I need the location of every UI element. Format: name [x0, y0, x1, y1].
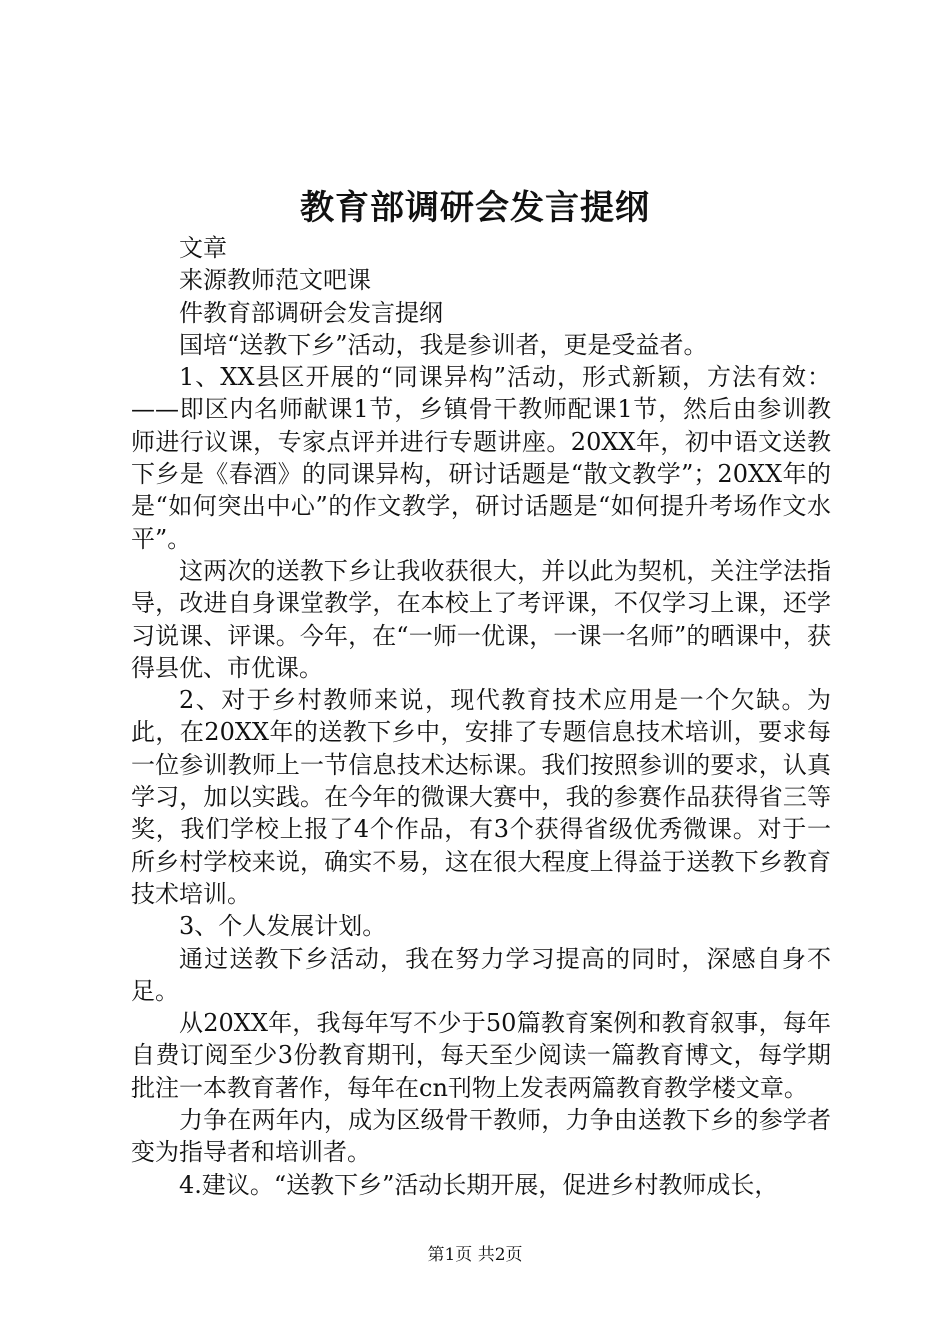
- document-title: 教育部调研会发言提纲: [300, 188, 650, 228]
- paragraph: 通过送教下乡活动，我在努力学习提高的同时，深感自身不足。: [131, 944, 831, 1005]
- paragraph: 这两次的送教下乡让我收获很大，并以此为契机，关注学法指导，改进自身课堂教学，在本校上了考评课，不仅学习上课，还学习说课、评课。今年，在“一师一优课，一课一名师”的晒课中，获得县优、市优课。: [131, 556, 831, 682]
- paragraph: 文章: [179, 234, 227, 262]
- paragraph: 力争在两年内，成为区级骨干教师，力争由送教下乡的参学者变为指导者和培训者。: [131, 1106, 831, 1167]
- paragraph: 3、个人发展计划。: [179, 912, 387, 941]
- paragraph: 1、XX县区开展的“同课异构”活动，形式新颖，方法有效：——即区内名师献课1节，乡镇骨干教师配课1节，然后由参训教师进行议课，专家点评并进行专题讲座。20XX年，初中语文送教下乡是《春酒》的同课异构，研讨话题是“散文教学”；20XX年的是“如何突出中心”的作文教学，研讨话题是“如何提升考场作文水平”。: [131, 363, 831, 553]
- paragraph: 2、对于乡村教师来说，现代教育技术应用是一个欠缺。为此，在20XX年的送教下乡中，安排了专题信息技术培训，要求每一位参训教师上一节信息技术达标课。我们按照参训的要求，认真学习，加以实践。在今年的微课大赛中，我的参赛作品获得省三等奖，我们学校上报了4个作品，有3个获得省级优秀微课。对于一所乡村学校来说，确实不易，这在很大程度上得益于送教下乡教育技术培训。: [131, 686, 831, 908]
- paragraph: 件教育部调研会发言提纲: [179, 298, 443, 327]
- document-body: [131, 232, 831, 1201]
- paragraph: 从20XX年，我每年写不少于50篇教育案例和教育叙事，每年自费订阅至少3份教育期刊，每天至少阅读一篇教育博文，每学期批注一本教育著作，每年在cn刊物上发表两篇教育教学楼文章。: [131, 1009, 831, 1102]
- paragraph: 4.建议。“送教下乡”活动长期开展，促进乡村教师成长，: [179, 1170, 779, 1199]
- page-footer: 第1页 共2页: [427, 1245, 523, 1265]
- paragraph: 来源教师范文吧课: [179, 266, 371, 295]
- paragraph: 国培“送教下乡”活动，我是参训者，更是受益者。: [179, 330, 708, 359]
